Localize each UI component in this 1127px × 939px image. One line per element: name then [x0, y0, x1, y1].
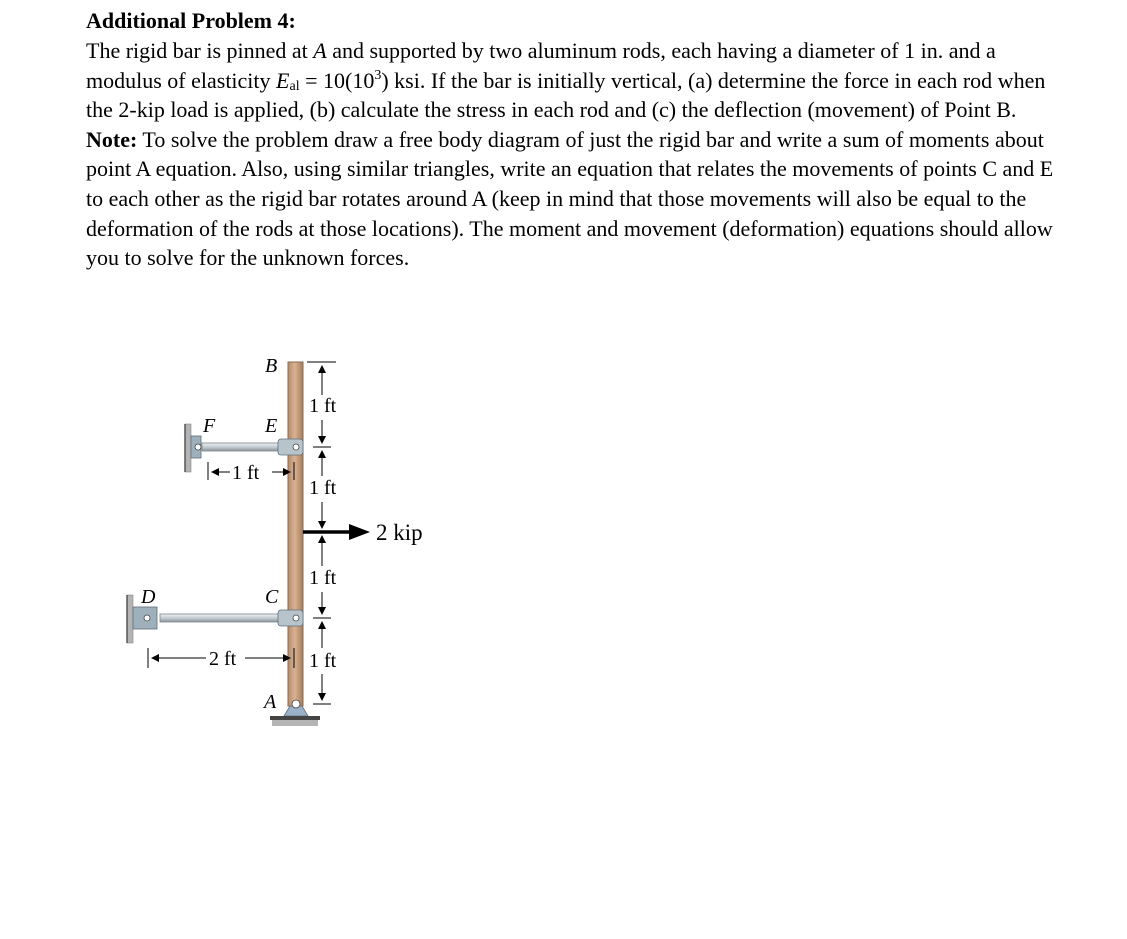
statement-part-2: and supported by two aluminum rods, each having a diameter of 1 in. and a modulus of elasticity	[86, 38, 996, 93]
modulus-subscript: al	[289, 78, 300, 94]
label-dim-upper-mid: 1 ft	[309, 477, 337, 499]
label-dim-fe: 1 ft	[232, 462, 260, 484]
label-point-d: D	[141, 586, 156, 608]
label-point-f: F	[203, 415, 216, 437]
statement-part-4: ) ksi. If the bar is initially vertical, (a) determine the force in each rod when the 2-kip load is applied, (b) calculate the stress in each rod and (c) the deflection (movement) of Point B.	[86, 67, 1046, 123]
pin-support-a	[270, 700, 320, 726]
rod-dc	[160, 614, 286, 622]
rod-fe	[202, 443, 286, 451]
statement-part-5: To solve the problem draw a free body diagram of just the rigid bar and write a sum of moments about point A equation. Also, using similar triangles, write an equation that relates the movements of points C and E to each other as the rigid bar rotates around A (keep in mind that those movements will also be equal to the deformation of the rods at those locations). The moment and movement (deformation) equations should allow you to solve for the unknown forces.	[86, 126, 1054, 271]
point-a-ref: A	[313, 38, 327, 63]
exponent: 3	[374, 67, 382, 83]
note-label: Note:	[86, 126, 138, 152]
label-point-a: A	[264, 691, 277, 713]
clevis-c	[278, 610, 303, 626]
statement-part-1: The rigid bar is pinned at	[86, 38, 314, 63]
rigid-bar	[288, 362, 303, 706]
label-dim-lower-mid: 1 ft	[309, 567, 337, 589]
label-dim-bottom: 1 ft	[309, 650, 337, 672]
label-load: 2 kip	[376, 520, 423, 545]
label-point-e: E	[265, 415, 278, 437]
wall-support-f	[185, 424, 201, 472]
load-arrow	[303, 524, 370, 540]
label-dim-dc: 2 ft	[209, 648, 237, 670]
modulus-symbol: E	[276, 67, 290, 93]
label-point-b: B	[265, 355, 278, 377]
clevis-e	[278, 439, 303, 455]
label-point-c: C	[265, 586, 279, 608]
problem-title: Additional Problem 4:	[86, 8, 296, 33]
label-dim-top: 1 ft	[309, 395, 337, 417]
statement-part-3: = 10(10	[299, 67, 375, 93]
